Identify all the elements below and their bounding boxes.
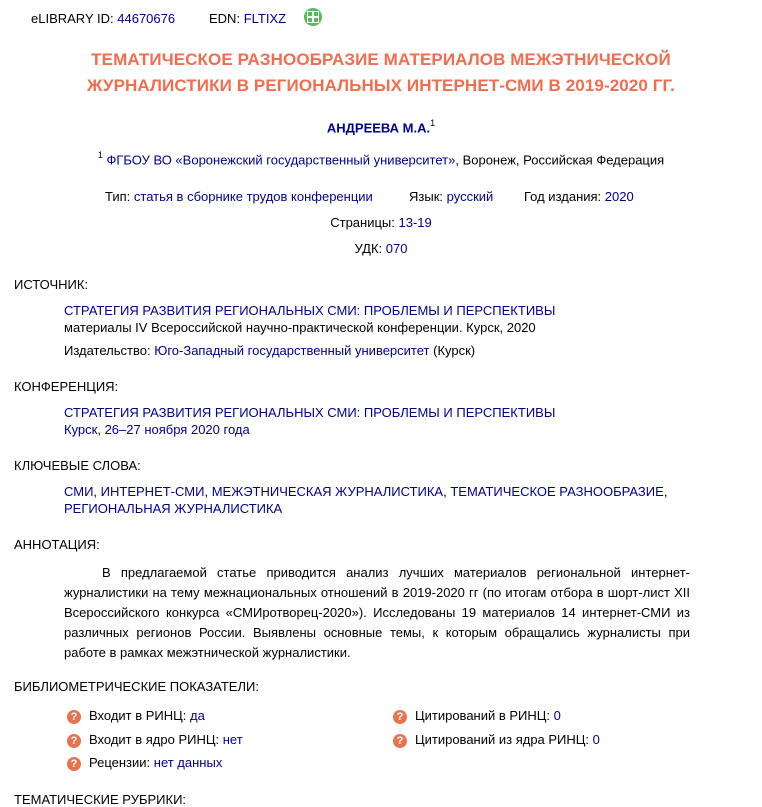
keyword-link[interactable]: ТЕМАТИЧЕСКОЕ РАЗНООБРАЗИЕ (450, 484, 664, 499)
elibrary-id-link[interactable]: 44670676 (117, 11, 176, 26)
publisher-label: Издательство: (64, 343, 151, 358)
pages-label: Страницы: (330, 215, 395, 230)
edn-link[interactable]: FLTIXZ (243, 11, 287, 26)
metric-reviews (67, 755, 222, 771)
udk-label: УДК: (354, 241, 383, 256)
type-value: статья в сборнике трудов конференции (133, 189, 373, 204)
metric-rinc (67, 708, 205, 724)
metric-core-label: Входит в ядро РИНЦ: (89, 732, 220, 747)
keyword-link[interactable]: СМИ (64, 484, 94, 499)
abstract-text: В предлагаемой статье приводится анализ лучших материалов региональной интернет-журналистики на тему межнациональных отношений в 2019-2020 гг (по итогам отбора в шорт-лист XII Всероссийского конкурса «СМИротворец-2020»). Исследованы 19 материалов 14 интернет-СМИ из различных регионов России. Выявлены основные темы, к которым обращались журналисты при работе в рамках межэтнической журналистики. (64, 565, 690, 660)
metric-reviews-value: нет данных (153, 755, 223, 770)
metric-core-citations (393, 732, 600, 748)
metric-core (67, 732, 243, 748)
metric-rinc-value: да (190, 708, 205, 723)
abstract-heading: АННОТАЦИЯ: (14, 537, 100, 552)
type-label: Тип: (105, 189, 131, 204)
author-sup: 1 (430, 118, 436, 128)
rubrics-heading: ТЕМАТИЧЕСКИЕ РУБРИКИ: (14, 792, 187, 807)
article-title-line1: ТЕМАТИЧЕСКОЕ РАЗНООБРАЗИЕ МАТЕРИАЛОВ МЕЖЭТНИЧЕСКОЙ (91, 50, 671, 69)
language-value: русский (446, 189, 494, 204)
publisher-link[interactable]: Юго-Западный государственный университет (154, 343, 430, 358)
question-icon[interactable]: ? (393, 710, 407, 724)
metric-core-value: нет (222, 732, 243, 747)
affiliation-org-link[interactable]: ФГБОУ ВО «Воронежский государственный университет» (106, 152, 456, 168)
meta-udk (0, 241, 762, 256)
metric-citations-value: 0 (553, 708, 561, 723)
elibrary-id-row (31, 11, 175, 26)
metric-core-citations-label: Цитирований из ядра РИНЦ: (415, 732, 590, 747)
meta-pages (0, 215, 762, 230)
source-heading: ИСТОЧНИК: (14, 277, 89, 292)
edn-label: EDN: (209, 11, 241, 26)
meta-language (409, 189, 493, 204)
metric-reviews-label: Рецензии: (89, 755, 151, 770)
publisher-city: (Курск) (433, 343, 476, 358)
language-label: Язык: (409, 189, 443, 204)
metric-citations-label: Цитирований в РИНЦ: (415, 708, 551, 723)
keyword-link[interactable]: РЕГИОНАЛЬНАЯ ЖУРНАЛИСТИКА (64, 501, 283, 516)
article-title-line2: ЖУРНАЛИСТИКИ В РЕГИОНАЛЬНЫХ ИНТЕРНЕТ-СМИ В 2019-2020 ГГ. (87, 76, 675, 95)
conference-title-link[interactable]: СТРАТЕГИЯ РАЗВИТИЯ РЕГИОНАЛЬНЫХ СМИ: ПРОБЛЕМЫ И ПЕРСПЕКТИВЫ (64, 405, 556, 420)
keywords-line2 (64, 501, 282, 517)
author-row (0, 119, 762, 135)
keyword-link[interactable]: ИНТЕРНЕТ-СМИ (100, 484, 205, 499)
keywords-line1: СМИ, ИНТЕРНЕТ-СМИ, МЕЖЭТНИЧЕСКАЯ ЖУРНАЛИСТИКА, ТЕМАТИЧЕСКОЕ РАЗНООБРАЗИЕ, (64, 484, 668, 499)
question-icon[interactable]: ? (393, 734, 407, 748)
metric-rinc-label: Входит в РИНЦ: (89, 708, 187, 723)
source-subtitle: материалы IV Всероссийской научно-практической конференции. Курск, 2020 (64, 320, 536, 335)
metric-core-citations-value: 0 (592, 732, 600, 747)
question-icon[interactable]: ? (67, 757, 81, 771)
conference-place-date[interactable]: Курск, 26–27 ноября 2020 года (64, 422, 250, 437)
edn-row (209, 11, 286, 26)
qr-code-icon[interactable] (304, 8, 322, 26)
affiliation-rest: , Воронеж, Российская Федерация (455, 152, 665, 168)
article-title (20, 47, 742, 99)
affiliation-sup: 1 (97, 150, 103, 160)
question-icon[interactable]: ? (67, 734, 81, 748)
year-label: Год издания: (524, 189, 602, 204)
conference-heading: КОНФЕРЕНЦИЯ: (14, 379, 119, 394)
keyword-link[interactable]: МЕЖЭТНИЧЕСКАЯ ЖУРНАЛИСТИКА (211, 484, 444, 499)
elibrary-id-label: eLIBRARY ID: (31, 11, 114, 26)
author-link[interactable]: АНДРЕЕВА М.А. (326, 120, 431, 136)
affiliation-row (0, 151, 762, 167)
meta-year (524, 189, 634, 204)
metric-citations (393, 708, 561, 724)
meta-type (105, 189, 373, 204)
udk-value[interactable]: 070 (385, 241, 408, 256)
source-title-link[interactable]: СТРАТЕГИЯ РАЗВИТИЯ РЕГИОНАЛЬНЫХ СМИ: ПРОБЛЕМЫ И ПЕРСПЕКТИВЫ (64, 303, 556, 318)
source-publisher-row (64, 343, 475, 359)
metrics-heading: БИБЛИОМЕТРИЧЕСКИЕ ПОКАЗАТЕЛИ: (14, 679, 259, 694)
keywords-heading: КЛЮЧЕВЫЕ СЛОВА: (14, 458, 141, 473)
question-icon[interactable]: ? (67, 710, 81, 724)
pages-value: 13-19 (398, 215, 432, 230)
year-value: 2020 (604, 189, 634, 204)
